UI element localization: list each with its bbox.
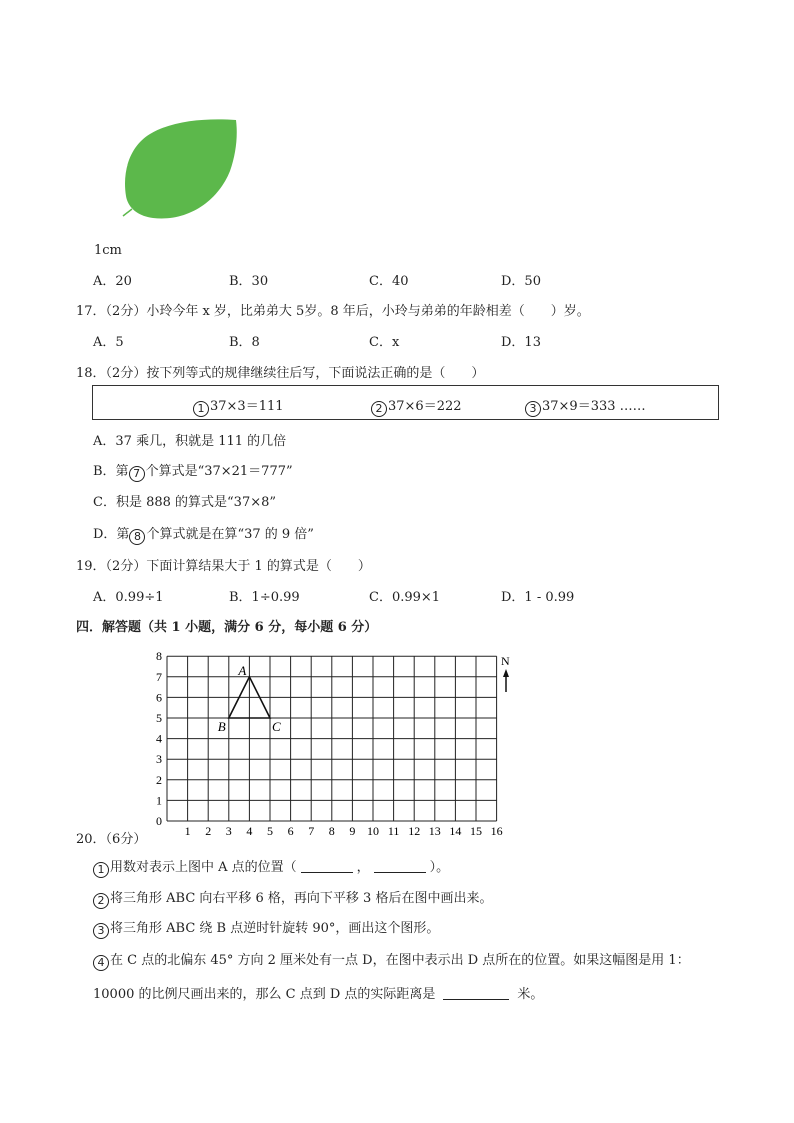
- circled-number: 7: [129, 466, 145, 482]
- q18-stem: 18．（2分）按下列等式的规律继续往后写，下面说法正确的是（ ）: [76, 366, 485, 381]
- point-c-label: C: [272, 719, 281, 734]
- q18-equation-2: [371, 395, 462, 417]
- answer-blank-x[interactable]: [301, 860, 353, 873]
- q18-equation-3: [525, 395, 646, 417]
- leaf-figure: [118, 116, 243, 219]
- answer-blank-distance[interactable]: [443, 987, 509, 1000]
- q18-option-d[interactable]: [93, 523, 314, 545]
- x-tick-label: 4: [246, 824, 253, 838]
- x-tick-label: 13: [428, 824, 441, 838]
- q18-equation-box: [92, 385, 719, 420]
- step-text: 将三角形 ABC 绕 B 点逆时针旋转 90°，画出这个图形。: [110, 921, 440, 936]
- circled-number: 2: [93, 893, 109, 909]
- q16-option-d[interactable]: D．50: [501, 274, 541, 289]
- q20-step-4-continued: [93, 983, 543, 1002]
- y-tick-label: 6: [156, 690, 162, 705]
- x-tick-label: 11: [387, 824, 400, 838]
- q19-option-a[interactable]: A．0.99÷1: [93, 590, 164, 605]
- q20-step-3: [93, 917, 439, 939]
- q17-option-a[interactable]: A．5: [93, 335, 124, 350]
- y-tick-label: 3: [156, 752, 162, 767]
- q18-option-b[interactable]: [93, 460, 293, 482]
- step-text: 将三角形 ABC 向右平移 6 格，再向下平移 3 格后在图中画出来。: [110, 891, 493, 906]
- equation-text: 37×6＝222: [388, 399, 462, 414]
- q16-option-a[interactable]: A．20: [93, 274, 132, 289]
- x-tick-label: 1: [184, 824, 191, 838]
- step-text: 用数对表示上图中 A 点的位置（: [110, 860, 297, 875]
- y-tick-label: 4: [156, 731, 162, 746]
- x-tick-label: 3: [225, 824, 232, 838]
- y-tick-label: 0: [156, 814, 162, 828]
- option-text: 个算式就是在算“37 的 9 倍”: [146, 527, 314, 542]
- x-tick-label: 5: [267, 824, 273, 838]
- circled-number: 8: [129, 529, 145, 545]
- circled-number: 4: [93, 955, 109, 971]
- q20-step-2: [93, 887, 492, 909]
- x-tick-label: 10: [367, 824, 379, 838]
- q18-option-a[interactable]: A．37 乘几，积就是 111 的几倍: [93, 434, 287, 449]
- q16-option-c[interactable]: C．40: [369, 274, 409, 289]
- y-tick-label: 7: [156, 669, 162, 684]
- section-heading: 四．解答题（共 1 小题，满分 6 分，每小题 6 分）: [76, 620, 378, 635]
- step-text: ，: [356, 860, 370, 875]
- q18-option-c[interactable]: C．积是 888 的算式是“37×8”: [93, 495, 277, 510]
- option-text: B．第: [93, 464, 129, 479]
- x-tick-label: 12: [408, 824, 421, 838]
- option-text: 个算式是“37×21＝777”: [145, 464, 293, 479]
- equation-text: 37×9＝333 ……: [542, 399, 646, 414]
- circled-number: 1: [193, 401, 209, 417]
- coordinate-grid: [150, 645, 520, 840]
- q17-option-d[interactable]: D．13: [501, 335, 541, 350]
- q17-stem: 17．（2分）小玲今年 x 岁，比弟弟大 5岁。8 年后，小玲与弟弟的年龄相差（ ）岁。: [76, 304, 590, 319]
- x-tick-label: 15: [470, 824, 482, 838]
- q19-option-d[interactable]: D．1 - 0.99: [501, 590, 575, 605]
- q20-step-4: [93, 949, 690, 971]
- point-b-label: B: [217, 719, 226, 734]
- y-tick-label: 1: [156, 793, 162, 808]
- x-tick-label: 8: [328, 824, 335, 838]
- q19-option-c[interactable]: C．0.99×1: [369, 590, 441, 605]
- step-text: 米。: [517, 987, 544, 1002]
- y-tick-label: 8: [156, 649, 162, 664]
- leaf-scale-label: 1cm: [94, 243, 122, 258]
- q17-option-b[interactable]: B．8: [229, 335, 260, 350]
- x-tick-label: 6: [287, 824, 294, 838]
- x-tick-label: 14: [449, 824, 462, 838]
- q19-stem: 19．（2分）下面计算结果大于 1 的算式是（ ）: [76, 559, 371, 574]
- answer-blank-y[interactable]: [374, 860, 426, 873]
- q17-option-c[interactable]: C．x: [369, 335, 400, 350]
- step-text: 10000 的比例尺画出来的，那么 C 点到 D 点的实际距离是: [93, 987, 436, 1002]
- leaf-shape: [125, 119, 237, 218]
- north-arrow-icon: [503, 669, 509, 692]
- x-tick-label: 2: [205, 824, 212, 838]
- x-tick-label: 7: [308, 824, 315, 838]
- equation-text: 37×3＝111: [210, 399, 284, 414]
- leaf-stem: [123, 209, 132, 216]
- q19-option-b[interactable]: B．1÷0.99: [229, 590, 300, 605]
- point-a-label: A: [238, 662, 247, 678]
- q20-label: 20．（6分）: [76, 832, 147, 847]
- grid-lines: [167, 656, 497, 821]
- option-text: D．第: [93, 527, 130, 542]
- x-tick-label: 16: [490, 824, 503, 838]
- y-tick-label: 5: [156, 711, 162, 725]
- step-text: ）。: [429, 860, 450, 875]
- circled-number: 1: [93, 862, 109, 878]
- circled-number: 3: [93, 923, 109, 939]
- step-text: 在 C 点的北偏东 45° 方向 2 厘米处有一点 D，在图中表示出 D 点所在的位置。如果这幅图是用 1：: [110, 953, 690, 968]
- y-tick-label: 2: [156, 772, 162, 787]
- north-label: N: [501, 654, 510, 668]
- q18-equation-1: [193, 395, 284, 417]
- circled-number: 3: [525, 401, 541, 417]
- circled-number: 2: [371, 401, 387, 417]
- q16-option-b[interactable]: B．30: [229, 274, 269, 289]
- x-tick-label: 9: [349, 824, 356, 838]
- q20-step-1: [93, 856, 449, 878]
